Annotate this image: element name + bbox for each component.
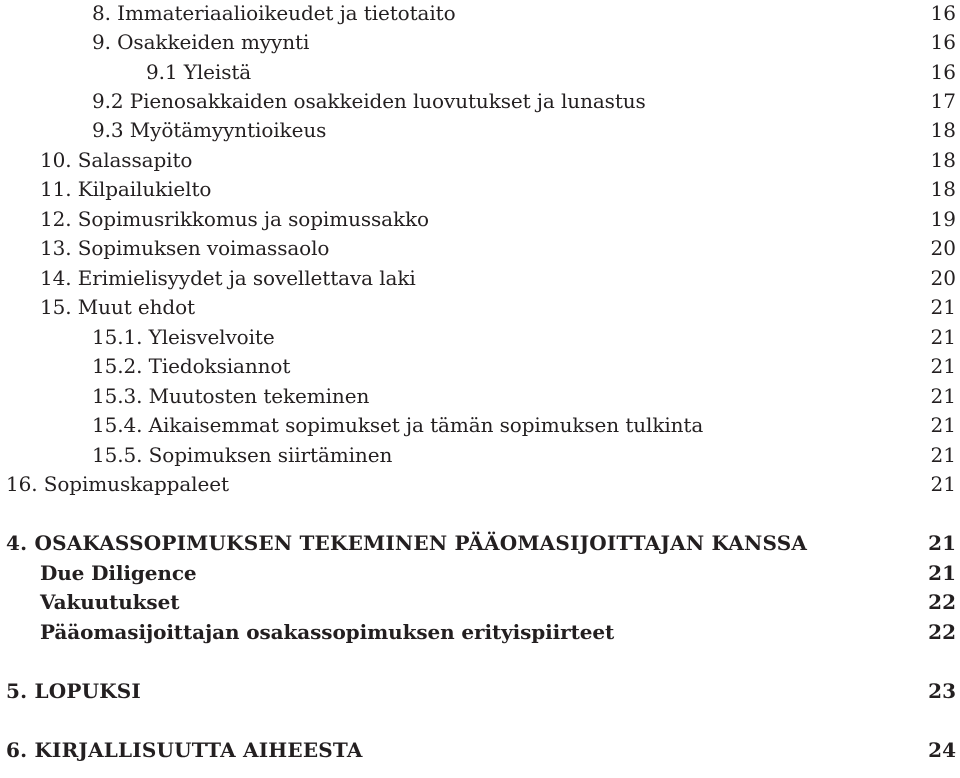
toc-entry-page: 21 [930, 443, 956, 467]
toc-chapter-title: 6. KIRJALLISUUTTA AIHEESTA [6, 738, 363, 762]
toc-entry-title: 8. Immateriaalioikeudet ja tietotaito [92, 1, 456, 25]
toc-entry-page: 22 [928, 620, 956, 644]
toc-chapter-page: 23 [928, 679, 956, 703]
toc-chapter-title: 4. OSAKASSOPIMUKSEN TEKEMINEN PÄÄOMASIJOITTAJAN KANSSA [6, 531, 808, 555]
toc-entry-page: 18 [930, 118, 956, 142]
toc-entry [0, 352, 960, 380]
toc-entry [0, 58, 960, 86]
toc-entry-page: 20 [930, 266, 956, 290]
toc-entry [0, 559, 960, 587]
toc-entry-title: 15.3. Muutosten tekeminen [92, 384, 370, 408]
toc-entry-page: 21 [930, 325, 956, 349]
toc-entry-page: 21 [928, 561, 956, 585]
toc-chapter [0, 677, 960, 705]
toc-entry-title: 15.4. Aikaisemmat sopimukset ja tämän sopimuksen tulkinta [92, 413, 704, 437]
toc-entry-page: 19 [930, 207, 956, 231]
toc-entry-title: Vakuutukset [40, 590, 180, 614]
toc-entry-title: 14. Erimielisyydet ja sovellettava laki [40, 266, 416, 290]
toc-entry-title: 16. Sopimuskappaleet [6, 472, 229, 496]
toc-entry [0, 382, 960, 410]
toc-entry-page: 21 [930, 354, 956, 378]
toc-entry-title: 9. Osakkeiden myynti [92, 30, 310, 54]
toc-entry-page: 17 [930, 89, 956, 113]
toc-entry [0, 87, 960, 115]
toc-entry-page: 16 [930, 30, 956, 54]
toc-entry [0, 205, 960, 233]
toc-entry-page: 21 [930, 413, 956, 437]
toc-chapter-title: 5. LOPUKSI [6, 679, 141, 703]
toc-entry-title: Due Diligence [40, 561, 197, 585]
toc-entry [0, 411, 960, 439]
toc-entry [0, 116, 960, 144]
toc-entry-title: 9.2 Pienosakkaiden osakkeiden luovutukset ja lunastus [92, 89, 646, 113]
toc-entry-title: 10. Salassapito [40, 148, 193, 172]
toc-entry [0, 234, 960, 262]
toc-entry [0, 588, 960, 616]
toc-entry-page: 16 [930, 1, 956, 25]
toc-entry [0, 28, 960, 56]
toc-entry [0, 293, 960, 321]
toc-entry-page: 20 [930, 236, 956, 260]
toc-entry-title: 9.1 Yleistä [146, 60, 252, 84]
toc-entry [0, 146, 960, 174]
toc-entry-page: 18 [930, 177, 956, 201]
toc-entry-page: 22 [928, 590, 956, 614]
toc-entry [0, 323, 960, 351]
toc-chapter-page: 21 [928, 531, 956, 555]
toc-entry-page: 18 [930, 148, 956, 172]
toc-entry [0, 264, 960, 292]
toc-entry [0, 175, 960, 203]
toc-entry-title: 15.5. Sopimuksen siirtäminen [92, 443, 393, 467]
toc-entry-title: 13. Sopimuksen voimassaolo [40, 236, 330, 260]
toc-entry-title: Pääomasijoittajan osakassopimuksen erityispiirteet [40, 620, 615, 644]
toc-entry-title: 11. Kilpailukielto [40, 177, 212, 201]
toc-entry-title: 15.1. Yleisvelvoite [92, 325, 275, 349]
toc-entry-title: 15. Muut ehdot [40, 295, 195, 319]
toc-entry-page: 16 [930, 60, 956, 84]
toc-entry-page: 21 [930, 295, 956, 319]
toc-entry [0, 0, 960, 27]
toc-entry [0, 618, 960, 646]
toc-entry [0, 470, 960, 498]
toc-chapter [0, 736, 960, 764]
toc-chapter [0, 529, 960, 557]
toc-entry-title: 9.3 Myötämyyntioikeus [92, 118, 327, 142]
toc-entry-page: 21 [930, 384, 956, 408]
toc-entry [0, 441, 960, 469]
toc-chapter-page: 24 [928, 738, 956, 762]
toc-entry-page: 21 [930, 472, 956, 496]
toc-entry-title: 15.2. Tiedoksiannot [92, 354, 291, 378]
toc-entry-title: 12. Sopimusrikkomus ja sopimussakko [40, 207, 429, 231]
